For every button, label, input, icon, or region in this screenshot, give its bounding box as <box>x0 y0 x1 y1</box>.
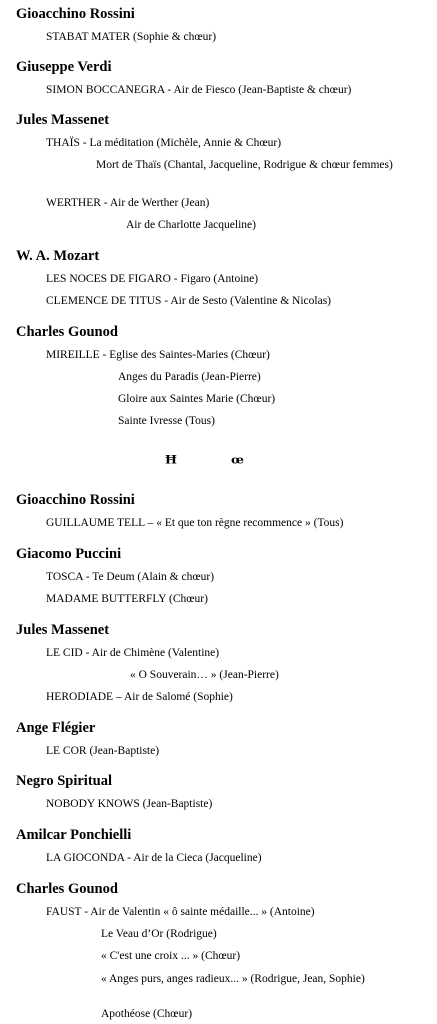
composer-heading: Ange Flégier <box>16 720 96 736</box>
work-item: Le Veau d’Or (Rodrigue) <box>101 928 217 940</box>
composer-heading: Jules Massenet <box>16 622 110 638</box>
work-item: Air de Charlotte Jacqueline) <box>126 219 256 231</box>
work-item: MADAME BUTTERFLY (Chœur) <box>46 593 208 605</box>
composer-heading: W. A. Mozart <box>16 248 100 264</box>
composer-heading: Charles Gounod <box>16 324 118 340</box>
work-item: Mort de Thaïs (Chantal, Jacqueline, Rodrigue & chœur femmes) <box>96 159 393 171</box>
composer-heading: Negro Spiritual <box>16 773 112 789</box>
work-item: GUILLAUME TELL – « Et que ton règne recommence » (Tous) <box>46 517 344 529</box>
work-item: WERTHER - Air de Werther (Jean) <box>46 197 210 209</box>
work-item: « O Souverain… » (Jean-Pierre) <box>130 669 279 681</box>
work-item: THAÏS - La méditation (Michèle, Annie & Chœur) <box>46 137 282 149</box>
work-item: LES NOCES DE FIGARO - Figaro (Antoine) <box>46 273 259 285</box>
composer-heading: Giuseppe Verdi <box>16 59 112 75</box>
work-item: Sainte Ivresse (Tous) <box>118 415 215 427</box>
ornament-right-icon: ꟹ <box>231 451 244 475</box>
work-item: HERODIADE – Air de Salomé (Sophie) <box>46 691 233 703</box>
composer-heading: Giacomo Puccini <box>16 546 122 562</box>
composer-heading: Charles Gounod <box>16 881 118 897</box>
work-item: LE CID - Air de Chimène (Valentine) <box>46 647 220 659</box>
work-item: FAUST - Air de Valentin « ô sainte médaille... » (Antoine) <box>46 906 315 918</box>
work-item: Anges du Paradis (Jean-Pierre) <box>118 371 261 383</box>
composer-heading: Gioacchino Rossini <box>16 492 135 508</box>
composer-heading: Gioacchino Rossini <box>16 6 135 22</box>
work-item: Apothéose (Chœur) <box>101 1008 193 1020</box>
work-item: Gloire aux Saintes Marie (Chœur) <box>118 393 276 405</box>
work-item: LA GIOCONDA - Air de la Cieca (Jacqueline) <box>46 852 262 864</box>
work-item: SIMON BOCCANEGRA - Air de Fiesco (Jean-Baptiste & chœur) <box>46 84 352 96</box>
work-item: LE COR (Jean-Baptiste) <box>46 745 160 757</box>
work-item: CLEMENCE DE TITUS - Air de Sesto (Valentine & Nicolas) <box>46 295 332 307</box>
composer-heading: Amilcar Ponchielli <box>16 827 132 843</box>
composer-heading: Jules Massenet <box>16 112 110 128</box>
work-item: STABAT MATER (Sophie & chœur) <box>46 31 217 43</box>
work-item: « C'est une croix ... » (Chœur) <box>101 950 241 962</box>
work-item: NOBODY KNOWS (Jean-Baptiste) <box>46 798 213 810</box>
work-item: MIREILLE - Eglise des Saintes-Maries (Chœur) <box>46 349 270 361</box>
work-item: « Anges purs, anges radieux... » (Rodrigue, Jean, Sophie) <box>101 973 365 985</box>
work-item: TOSCA - Te Deum (Alain & chœur) <box>46 571 215 583</box>
ornament-left-icon: ꟸ <box>165 451 177 475</box>
